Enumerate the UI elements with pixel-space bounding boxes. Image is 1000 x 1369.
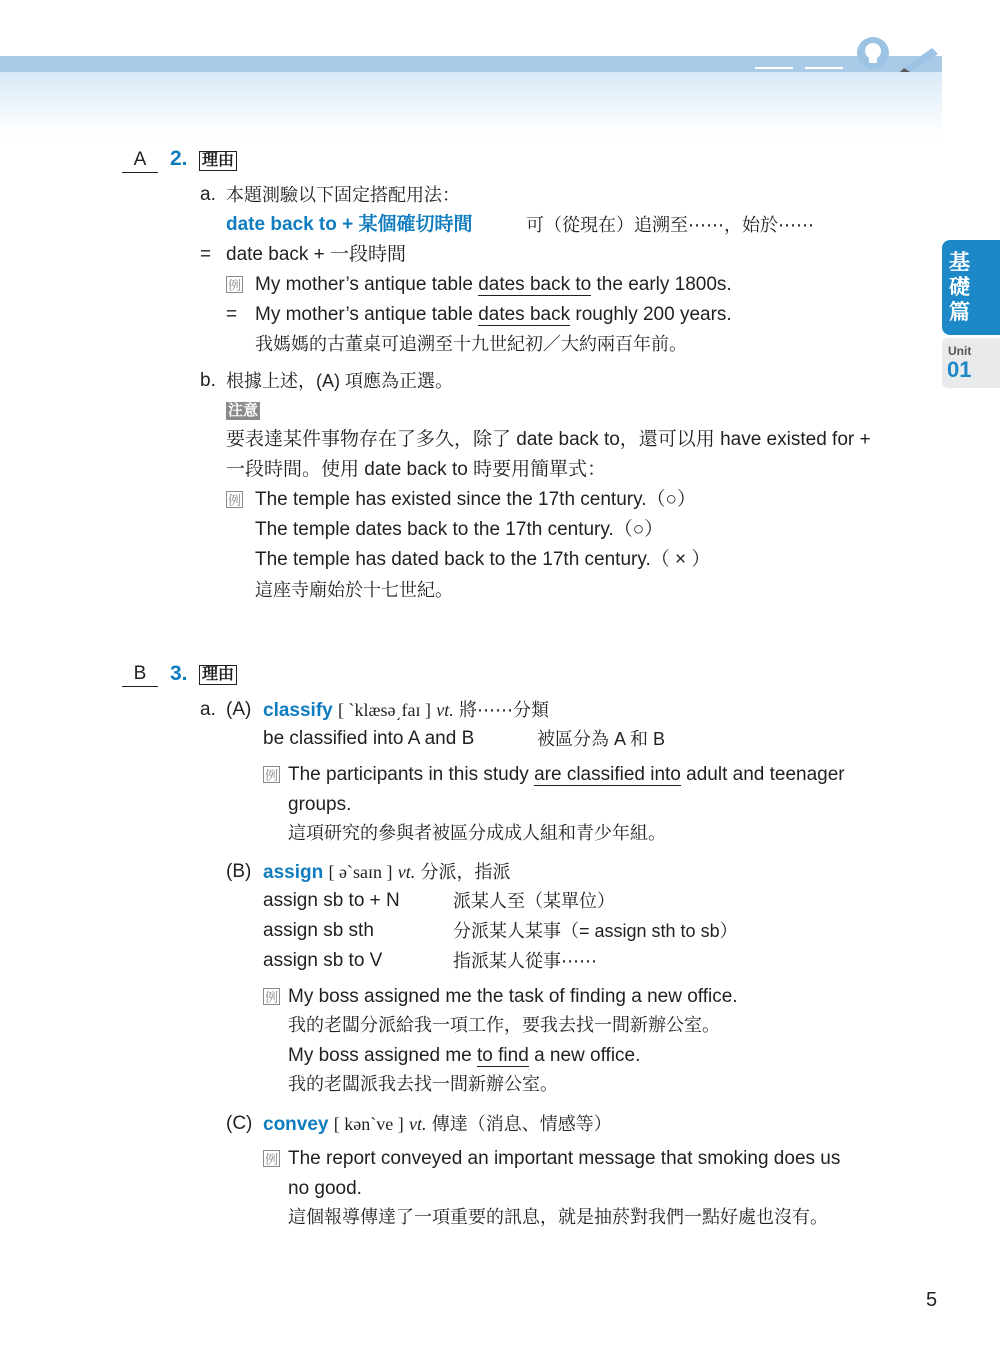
q2-b-marker: b. bbox=[200, 370, 216, 391]
q2-a-phrase2: date back + 一段時間 bbox=[226, 244, 407, 265]
example-icon: 例 bbox=[227, 493, 241, 508]
lightbulb-icon bbox=[852, 36, 894, 75]
unit-number: 01 bbox=[947, 357, 972, 382]
q3-B-usage-2-zh: 分派某人某事（= assign sth to sb） bbox=[453, 921, 738, 941]
q3-B-ex1-zh: 我的老闆分派給我一項工作，要我去找一間新辦公室。 bbox=[288, 1015, 720, 1035]
q2-note-ex-mark bbox=[226, 491, 243, 512]
q2-a-intro: 本題測驗以下固定搭配用法： bbox=[226, 185, 460, 205]
example-icon: 例 bbox=[264, 768, 278, 783]
q2-note-line1: 要表達某件事物存在了多久，除了 date back to，還可以用 have existed for + bbox=[226, 429, 871, 450]
reason-tag: 理由 bbox=[199, 665, 237, 685]
q3-C-phonetic: [ kənˋve ] bbox=[333, 1114, 404, 1134]
q3-A-usage-meaning: 被區分為 A 和 B bbox=[537, 729, 666, 749]
side-tab-char-2: 礎 bbox=[949, 276, 970, 299]
q2-ex-mark bbox=[226, 276, 243, 297]
q3-C-ex-line1: The report conveyed an important message that smoking does us bbox=[288, 1148, 841, 1169]
q2-a-phrase: date back to + 某個確切時間 bbox=[226, 214, 473, 235]
q2-answer: A bbox=[122, 148, 158, 173]
q3-B-usage-3-en: assign sb to V bbox=[263, 950, 383, 971]
q2-reason-tag bbox=[199, 151, 237, 171]
q3-B-ex2 bbox=[288, 1044, 640, 1068]
q3-A-meaning: 將⋯⋯分類 bbox=[459, 700, 550, 720]
q3-B-ex-mark bbox=[263, 988, 280, 1009]
q3-C-ex-line2: no good. bbox=[288, 1178, 362, 1199]
reason-tag: 理由 bbox=[199, 151, 237, 171]
header-dash-2 bbox=[805, 67, 843, 69]
q3-B-ex2-post: a new office. bbox=[528, 1045, 641, 1066]
q2-a-marker: a. bbox=[200, 184, 216, 205]
q2-note-ex3: The temple has dated back to the 17th century.（ × ） bbox=[255, 549, 711, 570]
q3-B-usage-1-zh: 派某人至（某單位） bbox=[453, 891, 615, 911]
q2-b-text: 根據上述，(A) 項應為正選。 bbox=[226, 371, 453, 391]
q3-B-pos: vt. bbox=[397, 862, 416, 882]
q3-A-ex-zh: 這項研究的參與者被區分成成人組和青少年組。 bbox=[288, 823, 666, 843]
example-icon: 例 bbox=[264, 1152, 278, 1167]
q2-ex1-pre: My mother’s antique table bbox=[255, 274, 479, 295]
q3-A-label: (A) bbox=[226, 699, 252, 720]
q2-number: 2. bbox=[170, 147, 188, 170]
pencil-icon bbox=[900, 44, 942, 77]
q2-note-ex2: The temple dates back to the 17th century.（○） bbox=[255, 519, 664, 540]
note-tag: 注意 bbox=[228, 402, 259, 419]
q3-C-meaning: 傳達（消息、情感等） bbox=[431, 1114, 612, 1134]
q3-B-ex2-zh: 我的老闆派我去找一間新辦公室。 bbox=[288, 1074, 558, 1094]
q3-C-ex-mark bbox=[263, 1150, 280, 1171]
q3-B-label: (B) bbox=[226, 861, 252, 882]
q3-A-ex-line2: groups. bbox=[288, 794, 352, 815]
q2-note-zh: 這座寺廟始於十七世紀。 bbox=[255, 580, 453, 600]
q3-B-ex2-pre: My boss assigned me bbox=[288, 1045, 478, 1066]
q3-C-pos: vt. bbox=[409, 1114, 427, 1134]
q3-A-ex-underline: are classified into bbox=[534, 764, 681, 785]
page-number: 5 bbox=[926, 1289, 938, 1311]
q2-ex2-underline: dates back bbox=[478, 304, 571, 325]
q3-C-word: convey bbox=[263, 1114, 329, 1135]
q3-reason-tag bbox=[199, 665, 237, 685]
side-tab-char-3: 篇 bbox=[949, 301, 970, 324]
q3-A-usage: be classified into A and B bbox=[263, 728, 475, 749]
q3-A-word: classify bbox=[263, 700, 333, 721]
q2-ex2 bbox=[255, 303, 732, 327]
q3-A-headword bbox=[263, 698, 549, 723]
q2-note-ex1: The temple has existed since the 17th century.（○） bbox=[255, 489, 696, 510]
q3-A-ex bbox=[288, 763, 845, 787]
q3-B-headword bbox=[263, 860, 511, 885]
side-tab-char-1: 基 bbox=[949, 251, 970, 274]
q3-B-ex1: My boss assigned me the task of finding a new office. bbox=[288, 986, 738, 1007]
header-stripe bbox=[0, 56, 942, 72]
q3-A-pos: vt. bbox=[436, 700, 454, 720]
q2-ex-eq: = bbox=[226, 304, 238, 325]
q3-C-label: (C) bbox=[226, 1113, 253, 1134]
q2-ex1-underline: dates back to bbox=[478, 274, 592, 295]
q3-a-marker: a. bbox=[200, 699, 216, 720]
q3-A-phonetic: [ ˋklæsə͵faɪ ] bbox=[338, 700, 431, 720]
q3-A-ex-pre: The participants in this study bbox=[288, 764, 535, 785]
q3-B-usage-3-zh: 指派某人從事⋯⋯ bbox=[453, 951, 597, 971]
q3-A-ex-post: adult and teenager bbox=[680, 764, 845, 785]
q2-a-phrase-meaning: 可（從現在）追溯至⋯⋯，始於⋯⋯ bbox=[526, 215, 814, 235]
q2-ex2-pre: My mother’s antique table bbox=[255, 304, 479, 325]
q3-B-ex2-underline: to find bbox=[477, 1045, 529, 1066]
q3-C-ex-zh: 這個報導傳達了一項重要的訊息，就是抽菸對我們一點好處也沒有。 bbox=[288, 1207, 828, 1227]
example-icon: 例 bbox=[264, 990, 278, 1005]
q3-C-headword bbox=[263, 1112, 612, 1137]
q2-ex1 bbox=[255, 273, 732, 297]
q3-B-usage-1-en: assign sb to + N bbox=[263, 890, 400, 911]
header-dash-1 bbox=[755, 67, 793, 69]
q3-B-word: assign bbox=[263, 862, 324, 883]
q3-B-usage-2-en: assign sb sth bbox=[263, 920, 374, 941]
q3-answer: B bbox=[122, 662, 158, 687]
q2-ex-zh: 我媽媽的古董桌可追溯至十九世紀初／大約兩百年前。 bbox=[255, 334, 687, 354]
q3-B-phonetic: [ əˋsaɪn ] bbox=[328, 862, 393, 882]
q3-number: 3. bbox=[170, 662, 188, 685]
q3-B-meaning: 分派，指派 bbox=[420, 862, 511, 882]
example-icon: 例 bbox=[227, 278, 241, 293]
unit-label: Unit bbox=[948, 344, 972, 358]
q2-ex2-post: roughly 200 years. bbox=[570, 304, 732, 325]
q2-ex1-post: the early 1800s. bbox=[591, 274, 732, 295]
q3-A-ex-mark bbox=[263, 766, 280, 787]
q2-note-tag bbox=[226, 402, 260, 420]
q2-eq-sign: = bbox=[200, 244, 212, 265]
q2-note-line2: 一段時間。使用 date back to 時要用簡單式： bbox=[226, 459, 607, 480]
